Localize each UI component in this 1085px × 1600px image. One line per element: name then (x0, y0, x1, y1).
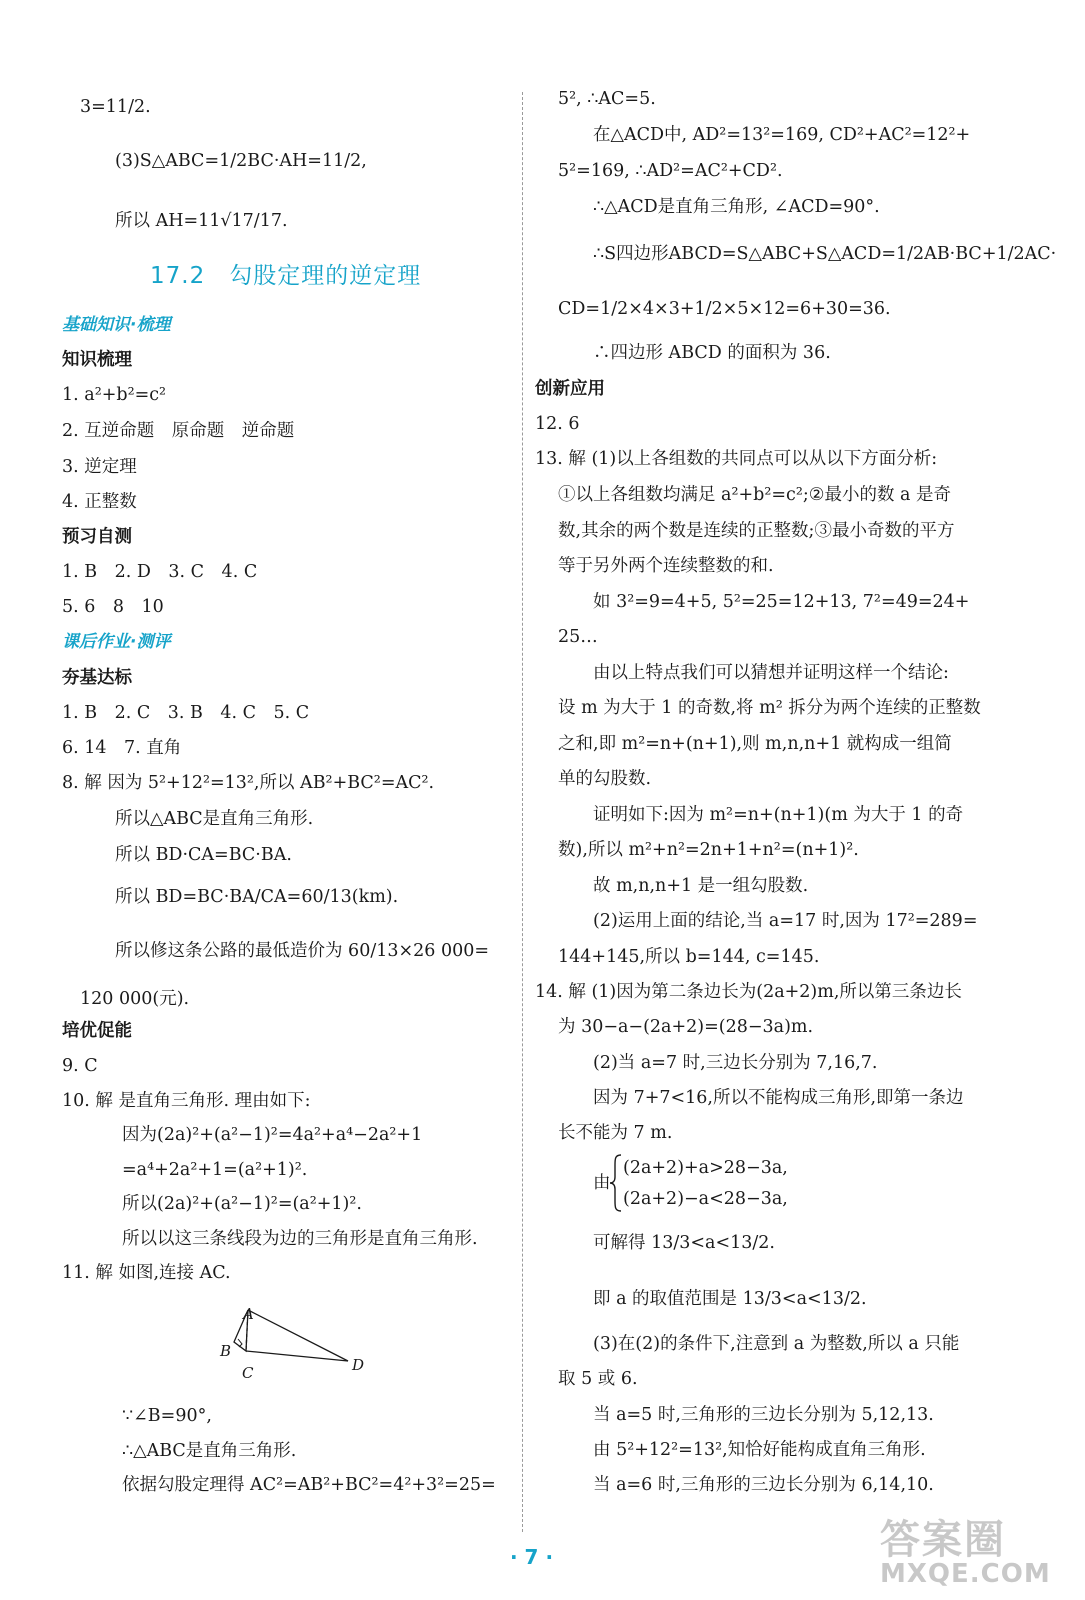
answer-line: 1. a²+b²=c² (62, 385, 167, 405)
text-line: 设 m 为大于 1 的奇数,将 m² 拆分为两个连续的正整数 (558, 698, 981, 718)
text-line: 由 (593, 1173, 611, 1193)
text-line: ∵∠B=90°, (122, 1406, 212, 1426)
subheading: 创新应用 (535, 379, 605, 399)
text-line: 所以(2a)²+(a²−1)²=(a²+1)². (122, 1194, 362, 1214)
text-line: 单的勾股数. (558, 769, 652, 789)
text-line: 由以上特点我们可以猜想并证明这样一个结论: (593, 663, 949, 683)
answer-line: 12. 6 (535, 414, 580, 434)
text-line: 5²=169, ∴AD²=AC²+CD². (558, 161, 783, 181)
text-line: 因为 7+7<16,所以不能构成三角形,即第一条边 (593, 1088, 964, 1108)
answer-line: 6. 14 7. 直角 (62, 738, 182, 758)
text-line: 可解得 13/3<a<13/2. (593, 1233, 775, 1253)
text-line: 依据勾股定理得 AC²=AB²+BC²=4²+3²=25= (122, 1475, 496, 1495)
answer-line: 11. 解 如图,连接 AC. (62, 1263, 231, 1283)
text-line: 数,其余的两个数是连续的正整数;③最小奇数的平方 (558, 521, 955, 541)
answer-line: 10. 解 是直角三角形. 理由如下: (62, 1091, 311, 1111)
text-line: 即 a 的取值范围是 13/3<a<13/2. (593, 1289, 867, 1309)
text-line: (2)运用上面的结论,当 a=17 时,因为 17²=289= (593, 911, 978, 931)
text-line: 在△ACD中, AD²=13²=169, CD²+AC²=12²+ (593, 125, 971, 145)
text-line: 如 3²=9=4+5, 5²=25=12+13, 7²=49=24+ (593, 592, 970, 612)
subheading: 夯基达标 (62, 668, 132, 688)
category-heading: 课后作业·测评 (62, 632, 171, 652)
text-line: 为 30−a−(2a+2)=(28−3a)m. (558, 1017, 814, 1037)
text-line: 所以△ABC是直角三角形. (115, 809, 314, 829)
text-line: (2a+2)+a>28−3a, (623, 1158, 788, 1178)
left-brace-icon (609, 1153, 623, 1213)
text-line: 25… (558, 627, 598, 647)
section-title: 17.2 勾股定理的逆定理 (150, 263, 422, 289)
text-line: ∴S四边形ABCD=S△ABC+S△ACD=1/2AB·BC+1/2AC· (593, 244, 1057, 264)
column-divider (522, 92, 523, 1532)
figure-label-c: C (242, 1364, 254, 1382)
subheading: 培优促能 (62, 1021, 132, 1041)
text-line: 144+145,所以 b=144, c=145. (558, 947, 820, 967)
text-line: CD=1/2×4×3+1/2×5×12=6+30=36. (558, 299, 891, 319)
text-line: (2)当 a=7 时,三边长分别为 7,16,7. (593, 1053, 878, 1073)
category-heading: 基础知识·梳理 (62, 315, 171, 335)
text-line: ∴△ACD是直角三角形, ∠ACD=90°. (593, 197, 880, 217)
subheading: 知识梳理 (62, 350, 132, 370)
text-line: =a⁴+2a²+1=(a²+1)². (122, 1160, 308, 1180)
text-line: 120 000(元). (80, 989, 190, 1009)
answer-line: 1. B 2. D 3. C 4. C (62, 562, 258, 582)
text-line: 之和,即 m²=n+(n+1),则 m,n,n+1 就构成一组简 (558, 734, 952, 754)
watermark-bottom: MXQE.COM (880, 1559, 1051, 1589)
text-line: 当 a=6 时,三角形的三边长分别为 6,14,10. (593, 1475, 934, 1495)
text-line: (3)S△ABC=1/2BC·AH=11/2, (115, 151, 367, 171)
text-line: 因为(2a)²+(a²−1)²=4a²+a⁴−2a²+1 (122, 1125, 423, 1145)
text-line: 所以修这条公路的最低造价为 60/13×26 000= (115, 941, 490, 961)
watermark-logo (880, 1508, 1051, 1589)
text-line: 5², ∴AC=5. (558, 89, 656, 109)
answer-line: 9. C (62, 1056, 98, 1076)
subheading: 预习自测 (62, 527, 132, 547)
figure-label-d: D (352, 1356, 365, 1374)
text-line: (3)在(2)的条件下,注意到 a 为整数,所以 a 只能 (593, 1334, 960, 1354)
figure-label-a: A (243, 1305, 254, 1323)
page-number: · 7 · (510, 1545, 554, 1569)
text-line: 数),所以 m²+n²=2n+1+n²=(n+1)². (558, 840, 859, 860)
text-line: ①以上各组数均满足 a²+b²=c²;②最小的数 a 是奇 (558, 485, 952, 505)
answer-line: 4. 正整数 (62, 492, 137, 512)
text-line: 所以 AH=11√17/17. (115, 211, 288, 231)
answer-line: 14. 解 (1)因为第二条边长为(2a+2)m,所以第三条边长 (535, 982, 962, 1002)
text-line: (2a+2)−a<28−3a, (623, 1189, 788, 1209)
answer-line: 3. 逆定理 (62, 457, 137, 477)
text-line: 所以以这三条线段为边的三角形是直角三角形. (122, 1229, 478, 1249)
answer-line: 5. 6 8 10 (62, 597, 164, 617)
text-line: 长不能为 7 m. (558, 1123, 673, 1143)
quadrilateral-figure (210, 1295, 370, 1385)
text-line: 所以 BD·CA=BC·BA. (115, 845, 292, 865)
answer-line: 2. 互逆命题 原命题 逆命题 (62, 421, 295, 441)
text-line: ∴四边形 ABCD 的面积为 36. (593, 343, 831, 363)
text-line: 故 m,n,n+1 是一组勾股数. (593, 876, 809, 896)
answer-line: 1. B 2. C 3. B 4. C 5. C (62, 703, 310, 723)
answer-line: 8. 解 因为 5²+12²=13²,所以 AB²+BC²=AC². (62, 773, 435, 793)
text-line: 所以 BD=BC·BA/CA=60/13(km). (115, 887, 399, 907)
text-line: 当 a=5 时,三角形的三边长分别为 5,12,13. (593, 1405, 934, 1425)
figure-label-b: B (220, 1342, 232, 1360)
text-line: 3=11/2. (80, 97, 151, 117)
text-line: 等于另外两个连续整数的和. (558, 556, 774, 576)
text-line: ∴△ABC是直角三角形. (122, 1441, 297, 1461)
text-line: 由 5²+12²=13²,知恰好能构成直角三角形. (593, 1440, 926, 1460)
answer-line: 13. 解 (1)以上各组数的共同点可以从以下方面分析: (535, 449, 938, 469)
text-line: 取 5 或 6. (558, 1369, 638, 1389)
watermark-top: 答案圈 (880, 1517, 1006, 1563)
text-line: 证明如下:因为 m²=n+(n+1)(m 为大于 1 的奇 (593, 805, 964, 825)
